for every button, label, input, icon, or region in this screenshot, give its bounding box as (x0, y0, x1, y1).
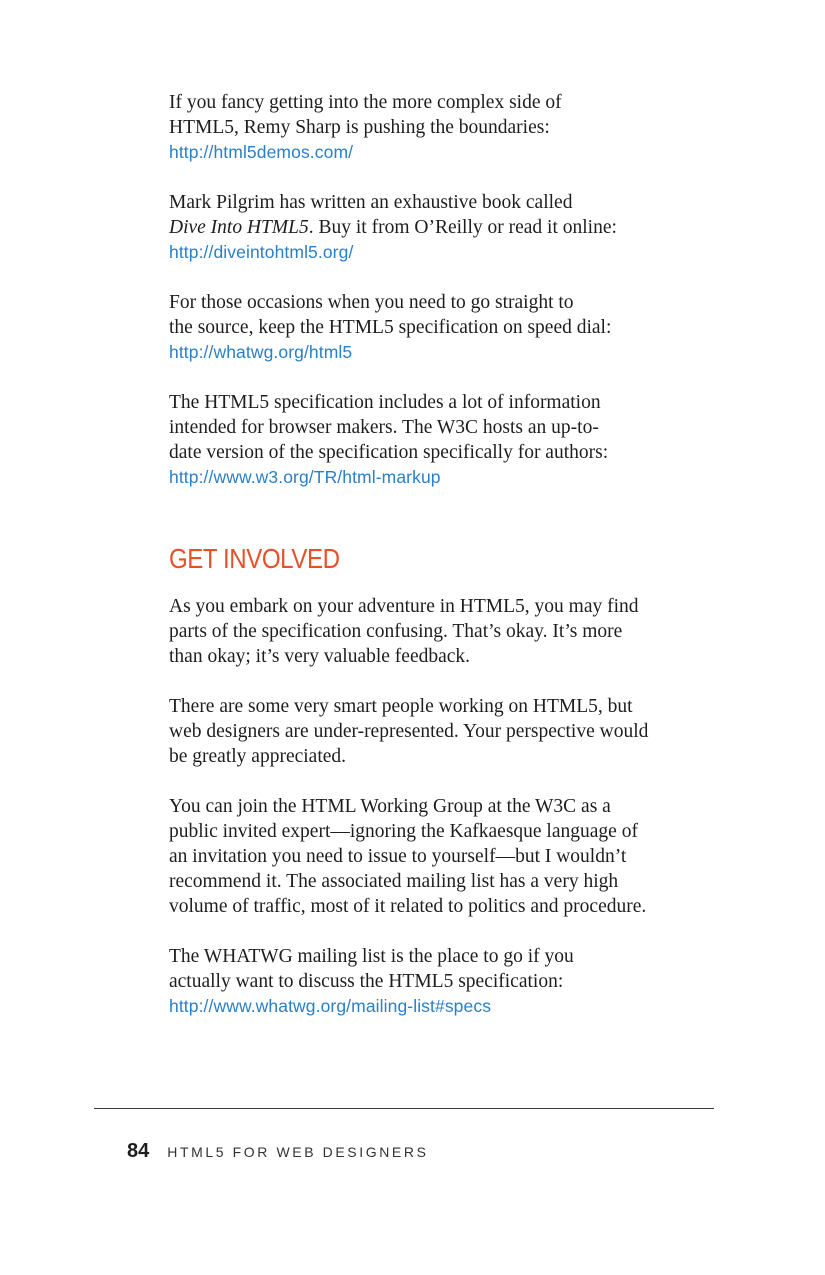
text-line: If you fancy getting into the more complex side of (169, 92, 562, 113)
text-line: For those occasions when you need to go straight to (169, 292, 574, 313)
text-line: intended for browser makers. The W3C hosts an up-to- (169, 417, 599, 438)
paragraph-working-group (169, 794, 714, 919)
text-line: volume of traffic, most of it related to politics and procedure. (169, 896, 647, 917)
text-line: There are some very smart people working on HTML5, but (169, 696, 633, 717)
paragraph-whatwg-spec (169, 290, 714, 365)
text-line: actually want to discuss the HTML5 specification: (169, 971, 564, 992)
footer-divider (94, 1108, 714, 1109)
text-line: web designers are under-represented. Your perspective would (169, 721, 649, 742)
paragraph-smart-people (169, 694, 714, 769)
text-line: parts of the specification confusing. That’s okay. It’s more (169, 621, 623, 642)
link-diveintohtml5[interactable]: http://diveintohtml5.org/ (169, 242, 354, 262)
link-w3c-html-markup[interactable]: http://www.w3.org/TR/html-markup (169, 467, 441, 487)
text-line: recommend it. The associated mailing list has a very high (169, 871, 619, 892)
text-line: date version of the specification specifically for authors: (169, 442, 609, 463)
paragraph-whatwg-mailing-list (169, 944, 714, 1019)
text-line: public invited expert—ignoring the Kafkaesque language of (169, 821, 638, 842)
paragraph-html5demos (169, 90, 714, 165)
paragraph-adventure (169, 594, 714, 669)
text-line: HTML5, Remy Sharp is pushing the boundaries: (169, 117, 550, 138)
book-title: Dive Into HTML5 (169, 217, 309, 238)
text-line: the source, keep the HTML5 specification on speed dial: (169, 317, 612, 338)
link-html5demos[interactable]: http://html5demos.com/ (169, 142, 354, 162)
link-whatwg-html5[interactable]: http://whatwg.org/html5 (169, 342, 353, 362)
text-line: As you embark on your adventure in HTML5, you may find (169, 596, 639, 617)
text-line: The HTML5 specification includes a lot of information (169, 392, 601, 413)
text-line (169, 215, 714, 240)
page-number: 84 (127, 1140, 150, 1162)
text-line: You can join the HTML Working Group at the W3C as a (169, 796, 611, 817)
section-heading: GET INVOLVED (169, 543, 340, 574)
page-body (169, 90, 714, 1044)
link-whatwg-mailing-list[interactable]: http://www.whatwg.org/mailing-list#specs (169, 996, 492, 1016)
text-line: be greatly appreciated. (169, 746, 347, 767)
running-head: HTML5 FOR WEB DESIGNERS (167, 1144, 429, 1160)
text-line: an invitation you need to issue to yourself—but I wouldn’t (169, 846, 627, 867)
text-fragment: . Buy it from O’Reilly or read it online: (308, 217, 617, 238)
paragraph-dive-into-html5 (169, 190, 714, 265)
page-footer (127, 1140, 429, 1163)
text-line: than okay; it’s very valuable feedback. (169, 646, 471, 667)
text-line: Mark Pilgrim has written an exhaustive book called (169, 192, 573, 213)
text-line: The WHATWG mailing list is the place to go if you (169, 946, 574, 967)
paragraph-w3c-markup (169, 390, 714, 490)
